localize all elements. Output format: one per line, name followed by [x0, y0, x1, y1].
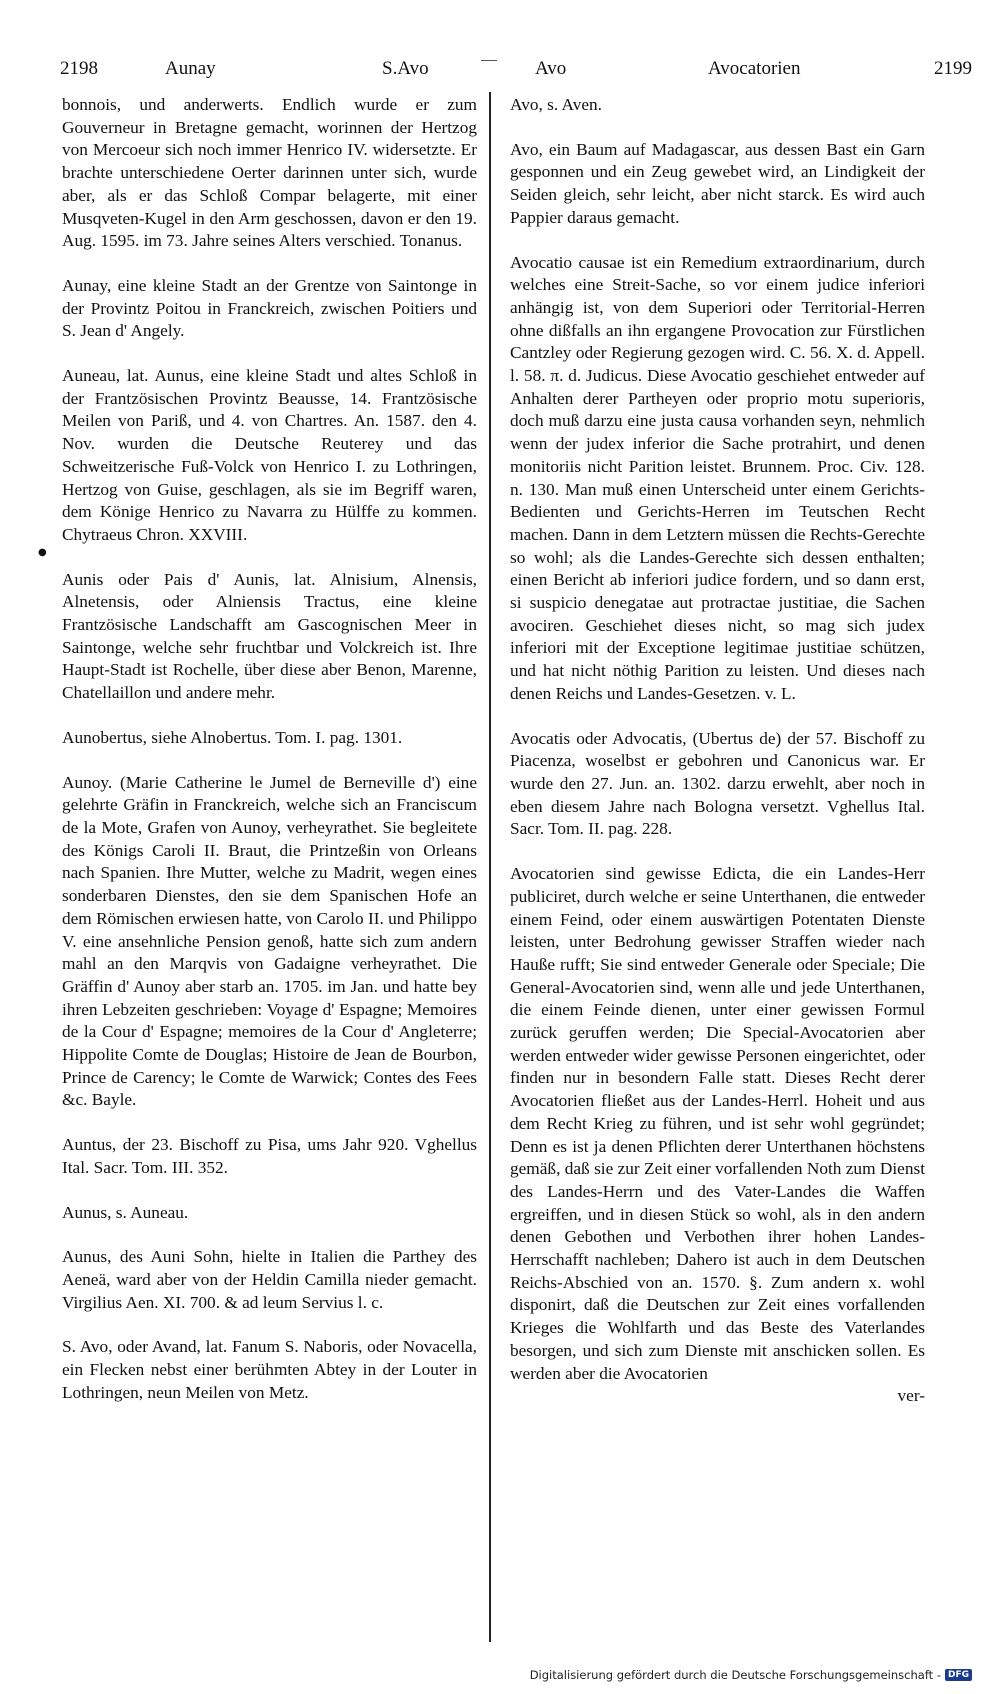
- entry-aunis: Aunis oder Pais d' Aunis, lat. Alnisium, Alnensis, Alnetensis, oder Alniensis Tractus, eine kleine Frantzösische Landschafft am Gascognischen Meer in Saintonge, welche sehr fruchtbar und Volckreich ist. Ihre Haupt-Stadt ist Rochelle, über diese aber Benon, Marenne, Chatellaillon und andere mehr.: [62, 569, 477, 703]
- left-page-number: 2198: [60, 58, 98, 79]
- column-divider: [489, 92, 491, 1642]
- left-catchword: Aunay: [165, 58, 216, 79]
- entry-aunoy: Aunoy. (Marie Catherine le Jumel de Berneville d') eine gelehrte Gräfin in Franckreich, welche sich an Franciscum de la Mote, Grafen von Aunoy, verheyrathet. Sie begleitete des Königs Caroli II. Braut, die Printzeßin von Orleans nach Spanien. Ihre Mutter, welche zu Madrit, wegen eines sonderbaren Dienstes, den sie dem Spanischen Hofe an dem Römischen erwiesen hatte, von Carolo II. und Philippo V. eine ansehnliche Pension genoß, hatte sich zum andern mahl an den Marqvis von Gadaigne verheyrathet. Die Gräffin d' Aunoy aber starb an. 1705. im Jan. und hatte bey ihren Lebzeiten geschrieben: Voyage d' Espagne; Memoires de la Cour d' Espagne; memoires de la Cour d' Angleterre; Hippolite Comte de Douglas; Histoire de Jean de Bourbon, Prince de Carency; le Comte de Warwick; Contes des Fees &c. Bayle.: [62, 772, 477, 1110]
- entry-aunobertus: Aunobertus, siehe Alnobertus. Tom. I. pag. 1301.: [62, 727, 403, 747]
- entry-auneau: Auneau, lat. Aunus, eine kleine Stadt und altes Schloß in der Frantzösischen Provintz Beausse, 14. Frantzösische Meilen von Pariß, und 4. von Chartres. An. 1587. den 4. Nov. wurden die Deutsche Reuterey und das Schweitzerische Fuß-Volck von Henrico I. zu Lothringen, Hertzog von Guise, geschlagen, als sie im Begriff waren, dem Könige Henrico zu Navarra zu Hülffe zu kommen. Chytraeus Chron. XXVIII.: [62, 366, 477, 544]
- entry-avo-ref: Avo, s. Aven.: [510, 95, 602, 114]
- right-page-number: 2199: [934, 58, 972, 79]
- dfg-logo: DFG: [945, 1669, 972, 1681]
- right-catchword: Avocatorien: [708, 58, 801, 79]
- left-column: [62, 94, 477, 1426]
- entry-aunay: Aunay, eine kleine Stadt an der Grentze von Saintonge in der Provintz Poitou in Franckreich, zwischen Poitiers und S. Jean d' Angely.: [62, 275, 477, 341]
- page-header: [60, 58, 972, 84]
- footer-text: Digitalisierung gefördert durch die Deutsche Forschungsgemeinschaft -: [529, 1668, 941, 1682]
- entry-aunus: Aunus, des Auni Sohn, hielte in Italien die Parthey des Aeneä, ward aber von der Heldin Camilla nieder gemacht. Virgilius Aen. XI. 700. & ad leum Servius l. c.: [62, 1247, 477, 1312]
- entry-avo-tree: Avo, ein Baum auf Madagascar, aus dessen Bast ein Garn gesponnen und ein Zeug gewebet wird, an Lindigkeit der Seiden gleich, sehr leicht, aber nicht starck. Es wird auch Pappier daraus gemacht.: [510, 139, 925, 227]
- margin-mark: ●: [38, 547, 47, 558]
- entry-avocatio-causae: Avocatio causae ist ein Remedium extraordinarium, durch welches eine Streit-Sache, so vor einem judice inferiori anhängig ist, von dem Superiori oder Territorial-Herren ohne dißfalls an ihn ergangene Provocation zur Fürstlichen Cantzley oder Regierung gezogen wird. C. 56. X. d. Appell. l. 58. π. d. Judicus. Diese Avocatio geschiehet entweder auf Anhalten derer Partheyen oder proprio motu superioris, doch muß darzu eine justa causa vorhanden seyn, nehmlich wenn der judex inferior die Sache protrahirt, und denen monitoriis nicht Parition leistet. Brunnem. Proc. Civ. 128. n. 130. Man muß einen Unterscheid unter einem Gerichts-Bedienten und Gerichts-Herren im Teutschen Recht machen. Dann in dem Letztern müssen die Rechts-Gerechte so wohl; als die Landes-Gerechte sich dessen enthalten; einen Bericht ab inferiori judice fordern, und so dann erst, si suspicio denegatae aut protractae justitiae, die Sachen avociren. Geschiehet dieses nicht, so mag sich judex inferiori mit der Exceptione legitimae justitiae schützen, und hat nicht nöthig Parition zu leisten. Und dieses nach denen Reichs und Landes-Gesetzen. v. L.: [510, 252, 925, 703]
- fold-mark: [481, 60, 497, 61]
- entry-aunus-ref: Aunus, s. Auneau.: [62, 1202, 189, 1222]
- right-center-heading: Avo: [535, 58, 567, 79]
- digitization-footer: [530, 1668, 972, 1682]
- entry-s-avo: S. Avo, oder Avand, lat. Fanum S. Naboris, oder Novacella, ein Flecken nebst einer berühmten Abtey in der Louter in Lothringen, neun Meilen von Metz.: [62, 1337, 477, 1402]
- entry-avocatorien: Avocatorien sind gewisse Edicta, die ein Landes-Herr publiciret, durch welche er seine Unterthanen, die entweder einem Feind, oder einem auswärtigen Potentaten Dienste leisten, unter Bedrohung gewisser Straffen wieder nach Hauße rufft; Sie sind entweder Generale oder Speciale; Die General-Avocatorien sind, wenn alle und jede Unterthanen, die einem Feinde dienen, unter einer gewissen Formul zurück geruffen werden; Die Special-Avocatorien aber werden entweder wider gewisse Personen eingerichtet, oder finden nur in besondern Falle statt. Dieses Recht derer Avocatorien fließet aus der Landes-Herrl. Hoheit und aus dem Recht Krieg zu führen, und ist sehr wohl gegründet; Denn es ist ja denen Pflichten derer Unterthanen höchstens gemäß, daß sie zur Zeit einer vorfallenden Noth zum Dienst des Landes-Herrn und des Vater-Landes die Waffen ergreiffen, und in diesen Stück so wohl, als in den andern denen Gebothen und Verbothen ihrer hohen Landes-Herrschafft nachleben; Dahero ist auch in dem Deutschen Reichs-Abschied von an. 1570. §. Zum andern x. wohl disponirt, daß die Deutschen zur Zeit eines vorfallenden Krieges die Wohlfarth und das Beste des Vaterlandes besorgen, und sich zum Dienste mit anschicken sollen. Es werden aber die Avocatorien: [510, 864, 925, 1383]
- entry-avocatis: Avocatis oder Advocatis, (Ubertus de) der 57. Bischoff zu Piacenza, woselbst er gebohren und Canonicus war. Er wurde den 27. Jun. an. 1302. darzu erwehlt, aber noch in eben diesem Jahre nach Bologna versetzt. Vghellus Ital. Sacr. Tom. II. pag. 228.: [510, 728, 925, 839]
- left-center-heading: S.Avo: [382, 58, 429, 79]
- right-column: [510, 94, 925, 1408]
- entry-aunay-continued: bonnois, und anderwerts. Endlich wurde er zum Gouverneur in Bretagne gemacht, worinnen der Hertzog von Mercoeur sich noch immer Henrico IV. widersetzte. Er brachte unterschiedene Oerter darinnen unter sich, wurde aber, als er das Schloß Compar belagerte, mit einer Musqveten-Kugel in den Arm geschossen, davon er den 19. Aug. 1595. im 73. Jahre seines Alters verschied. Tonanus.: [62, 95, 477, 251]
- catchword-bottom: ver-: [897, 1386, 925, 1406]
- entry-auntus: Auntus, der 23. Bischoff zu Pisa, ums Jahr 920. Vghellus Ital. Sacr. Tom. III. 352.: [62, 1135, 477, 1177]
